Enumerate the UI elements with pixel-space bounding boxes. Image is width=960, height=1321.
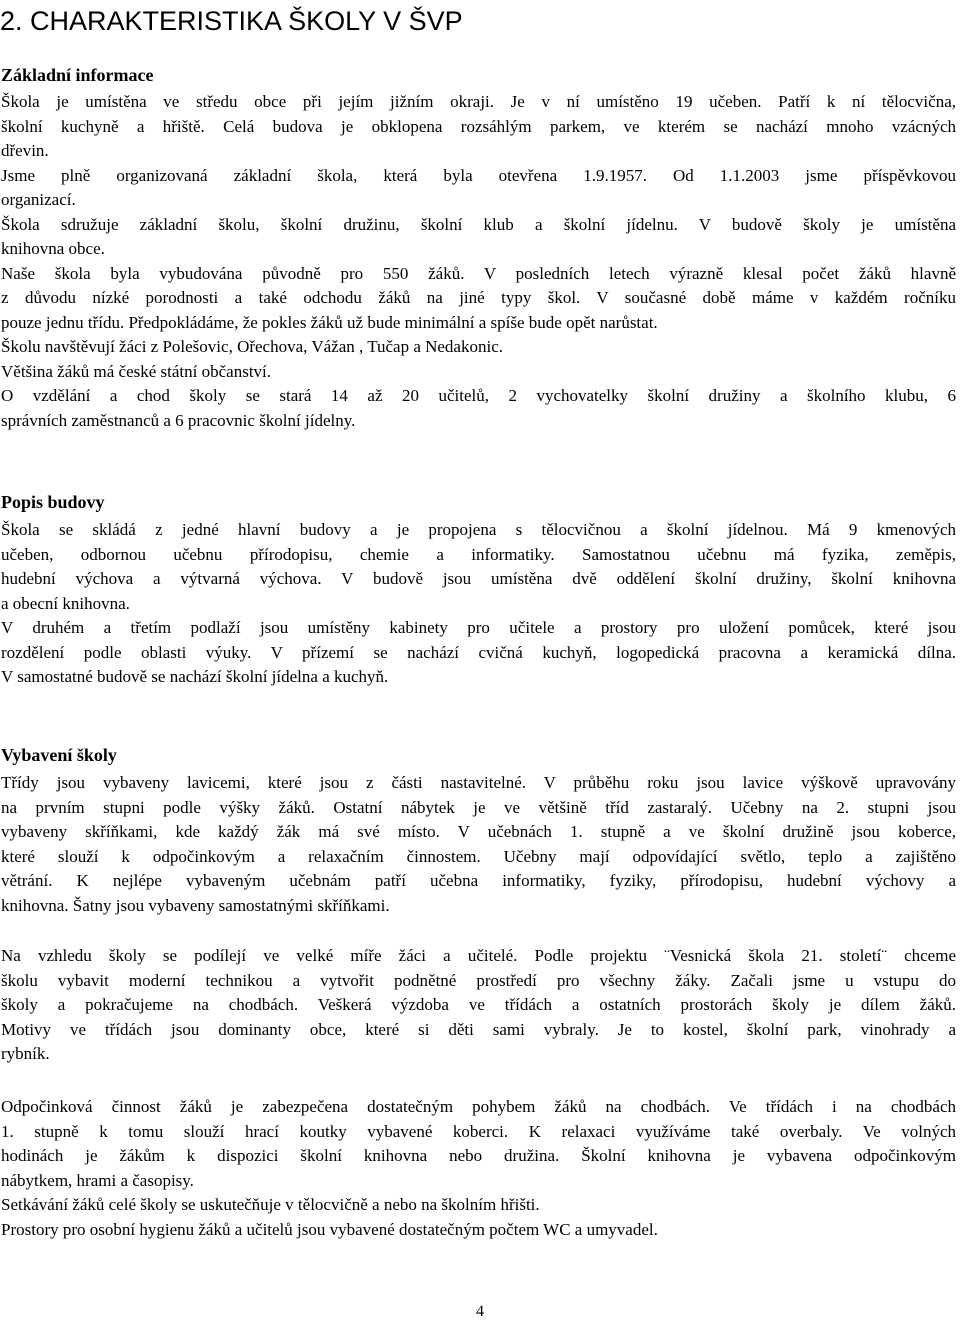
text-line: Škola se skládá z jedné hlavní budovy a je propojena s tělocvičnou a školní jídelnou. Má 9 kmenových: [1, 520, 956, 539]
text-line: Škola je umístěna ve středu obce při jejím jižním okraji. Je v ní umístěno 19 učeben. Patří k ní tělocvična,: [1, 92, 956, 111]
text-line: školní kuchyně a hřiště. Celá budova je obklopena rozsáhlým parkem, ve kterém se nachází mnoho vzácných: [1, 116, 956, 136]
section-heading-building: Popis budovy: [1, 492, 105, 512]
paragraph-equipment-3: [1, 1095, 956, 1242]
paragraph-equipment-1: [1, 771, 956, 918]
page-number: 4: [476, 1303, 484, 1320]
text-line: Třídy jsou vybaveny lavicemi, které jsou z části nastavitelné. V průběhu roku jsou lavice výškově upravovány: [1, 773, 956, 792]
text-line: Škola sdružuje základní školu, školní družinu, školní klub a školní jídelnu. V budově školy je umístěna: [1, 214, 956, 234]
text-line: O vzdělání a chod školy se stará 14 až 20 učitelů, 2 vychovatelky školní družiny a školního klubu, 6: [1, 386, 956, 405]
text-line: z důvodu nízké porodnosti a také odchodu žáků na jiné typy škol. V současné době máme v každém ročníku: [1, 288, 956, 307]
paragraph-equipment-2: [1, 944, 956, 1067]
text-line: V samostatné budově se nachází školní jídelna a kuchyň.: [1, 667, 389, 686]
text-line: správních zaměstnanců a 6 pracovnic školní jídelny.: [1, 410, 356, 430]
paragraph-building: [1, 518, 956, 690]
text-line: Motivy ve třídách jsou dominanty obce, které si děti sami vybraly. Je to kostel, školní park, vinohrady a: [1, 1019, 956, 1039]
text-line: Naše škola byla vybudována původně pro 550 žáků. V posledních letech výrazně klesal počet žáků hlavně: [1, 263, 956, 283]
text-line: které slouží k odpočinkovým a relaxačním činnostem. Učebny mají odpovídající světlo, teplo a zajištěno: [1, 846, 956, 866]
text-line: 1. stupně k tomu slouží hrací koutky vybavené koberci. K relaxaci využíváme také overbaly. Ve volných: [1, 1121, 956, 1141]
text-line: na prvním stupni podle výšky žáků. Ostatní nábytek je ve většině tříd zastaralý. Učebny na 2. stupni jsou: [1, 797, 956, 817]
text-line: rozdělení podle oblasti výuky. V přízemí se nachází cvičná kuchyň, logopedická pracovna a keramická dílna.: [1, 642, 956, 662]
text-line: Jsme plně organizovaná základní škola, která byla otevřena 1.9.1957. Od 1.1.2003 jsme příspěvkovou: [1, 165, 956, 185]
text-line: větrání. K nejlépe vybaveným učebnám patří učebna informatiky, fyziky, přírodopisu, hudební výchovy a: [1, 871, 956, 890]
text-line: vybaveny skříňkami, kde každý žák má své místo. V učebnách 1. stupně a ve školní družině jsou koberce,: [1, 822, 956, 841]
text-line: Na vzhledu školy se podílejí ve velké míře žáci a učitelé. Podle projektu ¨Vesnická škola 21. století¨ chceme: [1, 946, 956, 965]
text-line: Školu navštěvují žáci z Polešovic, Ořechova, Vážan , Tučap a Nedakonic.: [1, 337, 503, 356]
text-line: nábytkem, hrami a časopisy.: [1, 1170, 194, 1190]
text-line: školu vybavit moderní technikou a vytvořit podnětné prostředí pro všechny žáky. Začali jsme u vstupu do: [1, 970, 956, 990]
text-line: hudební výchova a výtvarná výchova. V budově jsou umístěna dvě oddělení školní družiny, školní knihovna: [1, 569, 956, 588]
text-line: Setkávání žáků celé školy se uskutečňuje v tělocvičně a nebo na školním hřišti.: [1, 1195, 540, 1214]
text-line: a obecní knihovna.: [1, 593, 130, 613]
text-line: dřevin.: [1, 141, 49, 160]
text-line: školy a pokračujeme na chodbách. Veškerá výzdoba ve třídách a ostatních prostorách školy je dílem žáků.: [1, 995, 956, 1014]
text-line: Odpočinková činnost žáků je zabezpečena dostatečným pohybem žáků na chodbách. Ve třídách i na chodbách: [1, 1097, 956, 1116]
section-heading-basic-info: Základní informace: [1, 65, 154, 85]
text-line: učeben, odbornou učebnu přírodopisu, chemie a informatiky. Samostatnou učebnu má fyzika, zeměpis,: [1, 544, 956, 564]
text-line: organizací.: [1, 190, 76, 209]
text-line: rybník.: [1, 1044, 50, 1063]
text-line: Většina žáků má české státní občanství.: [1, 361, 272, 381]
text-line: Prostory pro osobní hygienu žáků a učitelů jsou vybavené dostatečným počtem WC a umyvadel.: [1, 1219, 658, 1239]
section-heading-equipment: Vybavení školy: [1, 745, 117, 765]
text-line: knihovna obce.: [1, 239, 105, 258]
text-line: hodinách je žákům k dispozici školní knihovna nebo družina. Školní knihovna je vybavena odpočinkovým: [1, 1146, 956, 1165]
document-title: 2. CHARAKTERISTIKA ŠKOLY V ŠVP: [0, 6, 463, 36]
paragraph-basic-info: [1, 90, 956, 433]
text-line: V druhém a třetím podlaží jsou umístěny kabinety pro učitele a prostory pro uložení pomůcek, které jsou: [1, 618, 956, 637]
text-line: pouze jednu třídu. Předpokládáme, že pokles žáků už bude minimální a spíše bude opět narůstat.: [1, 312, 658, 332]
text-line: knihovna. Šatny jsou vybaveny samostatnými skříňkami.: [1, 895, 390, 915]
